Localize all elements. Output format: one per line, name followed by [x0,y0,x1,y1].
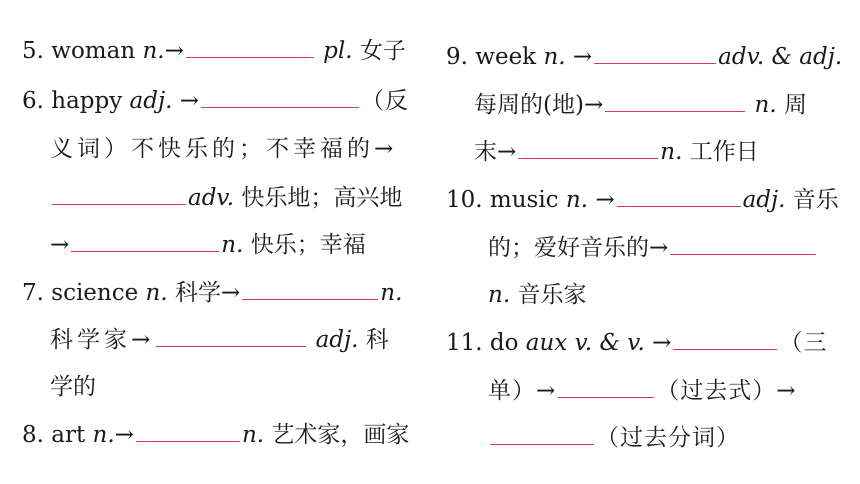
item-number: 10. [446,187,483,213]
answer-blank[interactable] [156,326,306,347]
answer-blank[interactable] [558,377,654,398]
part-of-speech: adv. [188,185,235,211]
item-number: 7. [22,280,44,306]
part-of-speech: n. [660,139,683,165]
meaning: 的；爱好音乐的→ [488,235,669,261]
item-5-line-1 [22,36,406,66]
part-of-speech: n. [142,38,165,64]
part-of-speech: n. [221,232,244,258]
note: 义词）不快乐的；不幸福的→ [50,136,398,162]
answer-blank[interactable] [71,231,219,252]
headword: woman [51,38,136,64]
answer-blank[interactable] [186,37,314,58]
meaning: 音乐家 [517,282,587,308]
note: 单）→ [488,378,557,404]
arrow: → [179,88,200,114]
answer-blank[interactable] [201,87,359,108]
answer-blank[interactable] [136,421,240,442]
item-11-line-2 [488,376,797,406]
item-number: 11. [446,330,483,356]
meaning: 学的 [50,374,96,400]
part-of-speech: n. [543,44,566,70]
part-of-speech: n. [241,422,265,448]
item-11-line-1 [446,328,827,358]
headword: music [489,187,559,213]
meaning: 每周的(地)→ [474,92,604,118]
item-7-line-3 [50,372,96,402]
item-10-line-2 [488,233,818,263]
item-number: 8. [22,422,44,448]
answer-blank[interactable] [594,43,716,64]
answer-blank[interactable] [673,329,777,350]
answer-blank[interactable] [242,279,378,300]
part-of-speech: adj. [742,187,786,213]
part-of-speech: n. [565,187,588,213]
headword: week [475,44,537,70]
headword: do [489,330,519,356]
item-6-line-4 [50,230,366,260]
arrow: → [595,187,615,213]
part-of-speech: n. [380,280,403,306]
arrow: → [114,422,134,448]
item-9-line-2 [474,90,807,120]
answer-blank[interactable] [490,424,594,445]
part-of-speech: aux v. & v. [525,330,645,356]
part-of-speech: n. [145,280,168,306]
item-8-line-1 [22,420,409,450]
meaning: 科学→ [174,280,241,306]
meaning: 科学家→ [50,327,155,353]
part-of-speech: adj. [129,88,173,114]
part-of-speech: pl. [323,38,353,64]
meaning: 工作日 [689,139,759,165]
item-number: 9. [446,44,468,70]
note: （过去分词） [596,425,740,451]
part-of-speech: adv. & adj. [718,44,843,70]
item-10-line-3 [488,280,586,310]
headword: science [51,280,139,306]
arrow: → [652,330,672,356]
part-of-speech: n. [488,282,511,308]
meaning: 科 [365,327,389,353]
arrow: → [572,44,593,70]
headword: happy [51,88,123,114]
item-6-line-1 [22,86,409,116]
item-number: 6. [22,88,44,114]
answer-blank[interactable] [52,184,186,205]
meaning: 艺术家，画家 [271,422,410,448]
answer-blank[interactable] [518,138,658,159]
meaning: 女子 [359,38,406,64]
meaning: 周 [783,92,807,118]
meaning: 快乐地；高兴地 [241,185,403,211]
item-6-line-3 [50,183,402,213]
item-10-line-1 [446,185,839,215]
item-11-line-3 [488,423,740,453]
answer-blank[interactable] [617,186,741,207]
meaning: 音乐 [792,187,839,213]
meaning: 快乐；幸福 [250,232,366,258]
part-of-speech: n. [92,422,115,448]
answer-blank[interactable] [670,234,816,255]
note: （三 [779,330,828,356]
note: （过去式）→ [656,378,797,404]
part-of-speech: n. [754,92,777,118]
headword: art [51,422,86,448]
part-of-speech: adj. [315,327,359,353]
item-number: 5. [22,38,44,64]
item-9-line-1 [446,42,842,72]
arrow: → [164,38,184,64]
meaning: 末→ [474,139,517,165]
item-9-line-3 [474,137,759,167]
note: （反 [361,88,410,114]
item-7-line-2 [50,325,389,355]
answer-blank[interactable] [605,91,745,112]
item-7-line-1 [22,278,402,308]
item-6-line-2 [50,134,397,164]
arrow: → [50,232,70,258]
